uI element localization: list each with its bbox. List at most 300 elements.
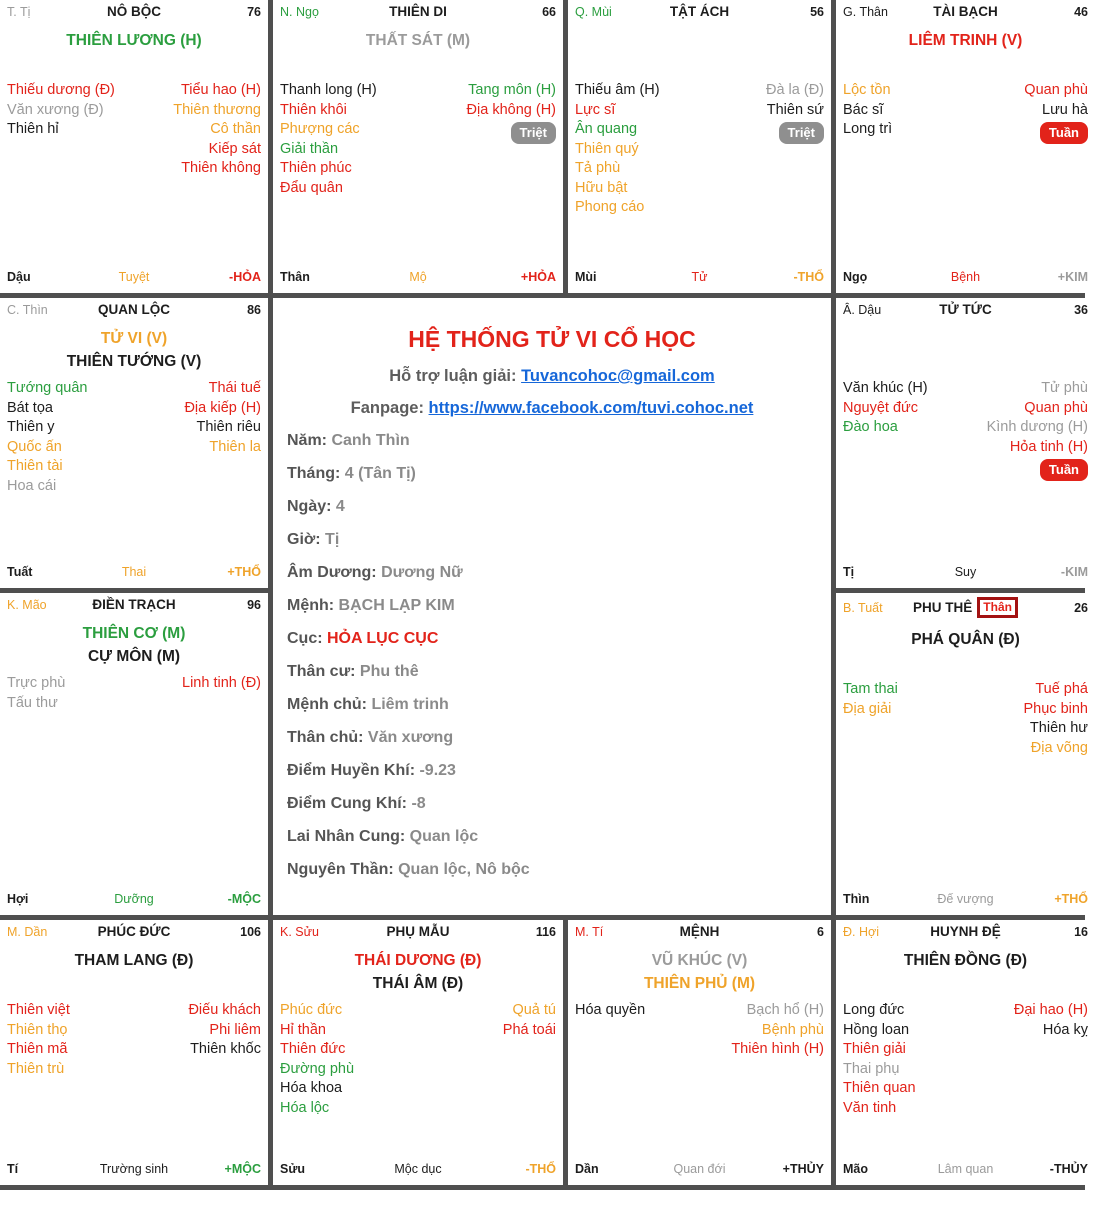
minor-star: Tả phù <box>575 160 621 176</box>
footer-stage: Quan đới <box>673 1162 726 1176</box>
minor-star: Thiên mã <box>7 1041 68 1057</box>
palace-stem: G. Thân <box>843 4 888 19</box>
info-label: Ngày: <box>287 498 336 515</box>
fanpage-label: Fanpage: <box>350 399 424 417</box>
minor-star: Văn xương (Đ) <box>7 101 104 118</box>
palace-footer <box>7 270 261 284</box>
right-star-column <box>188 1001 261 1079</box>
main-star: THIÊN PHỦ (M) <box>643 975 756 992</box>
palace-number: 76 <box>247 4 261 19</box>
minor-star: Thiếu dương (Đ) <box>7 82 115 98</box>
palace-cell-phu-mau <box>273 920 563 1185</box>
info-value: BẠCH LẠP KIM <box>338 597 455 614</box>
footer-stage: Bệnh <box>950 270 981 284</box>
minor-star: Tấu thư <box>7 694 58 711</box>
left-star-column <box>280 1001 354 1118</box>
minor-star: Quan phù <box>1024 399 1088 416</box>
info-value: Liêm trinh <box>371 696 449 713</box>
palace-stem: Â. Dậu <box>843 302 882 317</box>
main-star: THAM LANG (Đ) <box>74 952 194 969</box>
palace-name <box>670 4 729 19</box>
info-value: Quan lộc, Nô bộc <box>398 861 530 878</box>
star-columns <box>843 81 1088 144</box>
minor-star: Phi liêm <box>209 1021 261 1038</box>
main-stars <box>7 327 261 377</box>
minor-star: Đẩu quân <box>280 179 343 196</box>
right-star-column <box>503 1001 556 1118</box>
info-label: Mệnh: <box>287 597 339 614</box>
right-star-column <box>1024 81 1088 144</box>
tuan-badge: Tuần <box>1040 459 1088 481</box>
info-line <box>287 695 817 715</box>
info-label: Giờ: <box>287 531 326 548</box>
main-stars <box>843 949 1088 999</box>
footer-element: -MỘC <box>227 892 261 906</box>
star-columns <box>7 81 261 179</box>
footer-branch: Thìn <box>843 892 870 906</box>
palace-header <box>575 4 824 19</box>
footer-stage: Thai <box>121 565 147 579</box>
minor-star: Kiếp sát <box>208 140 261 157</box>
palace-cell-tat-ach <box>568 0 831 293</box>
minor-star: Bác sĩ <box>843 101 884 118</box>
minor-star: Phá toái <box>502 1021 556 1038</box>
minor-star: Thiên hỉ <box>7 121 59 137</box>
info-line <box>287 431 817 451</box>
info-line <box>287 761 817 781</box>
main-star: THÁI DƯƠNG (Đ) <box>354 952 482 969</box>
center-panel <box>273 298 831 915</box>
info-line <box>287 827 817 847</box>
main-stars <box>575 29 824 79</box>
minor-star: Quan phù <box>1024 82 1088 98</box>
palace-cell-thien-di <box>273 0 563 293</box>
main-star: PHÁ QUÂN (Đ) <box>911 631 1020 648</box>
minor-star: Thiên quý <box>575 140 639 157</box>
minor-star: Long đức <box>843 1002 905 1018</box>
palace-name-text: PHÚC ĐỨC <box>97 924 171 939</box>
left-star-column <box>7 379 88 496</box>
minor-star: Linh tinh (Đ) <box>182 675 261 691</box>
info-value: Văn xương <box>367 729 454 746</box>
minor-star: Hoa cái <box>7 477 57 494</box>
info-label: Lai Nhân Cung: <box>287 828 410 845</box>
minor-star: Phúc đức <box>280 1002 343 1018</box>
palace-cell-dien-trach <box>0 593 268 915</box>
star-columns <box>280 1001 556 1118</box>
palace-cell-no-boc <box>0 0 268 293</box>
star-columns <box>280 81 556 198</box>
palace-footer <box>7 892 261 906</box>
palace-name <box>92 597 175 612</box>
palace-header <box>843 597 1088 618</box>
palace-name <box>939 302 991 317</box>
palace-name-text: PHỤ MẪU <box>386 924 450 939</box>
palace-footer <box>7 1162 261 1176</box>
minor-star: Thiên đức <box>280 1041 346 1057</box>
minor-star: Hồng loan <box>843 1021 910 1038</box>
fanpage-line <box>287 399 817 418</box>
left-star-column <box>7 81 115 179</box>
minor-star: Đại hao (H) <box>1013 1002 1088 1018</box>
palace-header <box>7 924 261 939</box>
palace-name-text: PHU THÊ <box>913 600 973 615</box>
palace-header <box>7 597 261 612</box>
minor-star: Thiên tài <box>7 458 63 474</box>
info-line <box>287 497 817 517</box>
palace-stem: M. Tí <box>575 924 604 939</box>
info-label: Tháng: <box>287 465 345 482</box>
info-label: Mệnh chủ: <box>287 696 372 713</box>
minor-star: Tang môn (H) <box>468 82 556 98</box>
palace-number: 6 <box>817 924 824 939</box>
left-star-column <box>575 81 660 218</box>
minor-star: Lực sĩ <box>575 101 616 118</box>
minor-star: Địa kiếp (H) <box>184 399 261 416</box>
palace-header <box>843 924 1088 939</box>
main-stars <box>280 949 556 999</box>
minor-star: Thiên hư <box>1029 720 1088 736</box>
palace-cell-phuc-duc <box>0 920 268 1185</box>
minor-star: Cô thần <box>210 121 261 137</box>
minor-star: Địa võng <box>1030 739 1088 756</box>
palace-number: 26 <box>1074 600 1088 615</box>
main-star: LIÊM TRINH (V) <box>908 32 1023 49</box>
info-line <box>287 596 817 616</box>
footer-branch: Mão <box>843 1162 868 1176</box>
footer-branch: Mùi <box>575 270 597 284</box>
main-star: THIÊN ĐỒNG (Đ) <box>903 952 1028 969</box>
footer-branch: Sửu <box>280 1162 306 1176</box>
palace-number: 56 <box>810 4 824 19</box>
minor-star: Ân quang <box>575 121 638 137</box>
info-line <box>287 530 817 550</box>
palace-footer <box>843 1162 1088 1176</box>
right-star-column <box>1024 680 1089 758</box>
left-star-column <box>7 674 65 713</box>
minor-star: Địa giải <box>843 700 892 717</box>
tuan-badge: Tuần <box>1040 122 1088 144</box>
email-link[interactable]: Tuvancohoc@gmail.com <box>521 367 715 385</box>
palace-header <box>7 302 261 317</box>
minor-star: Tiểu hao (H) <box>180 82 261 98</box>
main-star: THIÊN CƠ (M) <box>82 625 186 642</box>
minor-star: Đào hoa <box>843 419 898 435</box>
minor-star: Phong cáo <box>575 199 645 215</box>
footer-branch: Tị <box>843 565 855 579</box>
main-stars <box>7 622 261 672</box>
footer-stage: Dưỡng <box>114 892 154 906</box>
palace-name-text: HUYNH ĐỆ <box>930 924 1001 939</box>
star-columns <box>575 81 824 218</box>
minor-star: Quốc ấn <box>7 438 62 455</box>
right-star-column <box>184 379 261 496</box>
minor-star: Thiên hình (H) <box>731 1041 824 1057</box>
info-label: Nguyên Thần: <box>287 861 399 878</box>
footer-stage: Tử <box>691 270 708 284</box>
star-columns <box>7 674 261 713</box>
palace-name <box>107 4 161 19</box>
info-line <box>287 629 817 649</box>
info-label: Năm: <box>287 432 332 449</box>
minor-star: Thiên quan <box>843 1080 916 1096</box>
minor-star: Hữu bật <box>575 179 628 196</box>
minor-star: Đà la (Đ) <box>765 82 824 98</box>
minor-star: Bạch hổ (H) <box>746 1002 824 1018</box>
footer-element: -HỎA <box>229 270 261 284</box>
footer-branch: Thân <box>280 270 310 284</box>
minor-star: Thiên y <box>7 419 55 435</box>
palace-footer <box>7 565 261 579</box>
palace-stem: Q. Mùi <box>575 4 612 19</box>
minor-star: Thanh long (H) <box>280 82 377 98</box>
palace-number: 36 <box>1074 302 1088 317</box>
footer-element: -THỔ <box>525 1162 556 1176</box>
footer-branch: Tí <box>7 1162 19 1176</box>
info-value: HỎA LỤC CỤC <box>327 630 439 647</box>
main-star: VŨ KHÚC (V) <box>651 952 748 969</box>
right-star-column <box>1014 1001 1088 1118</box>
footer-branch: Hợi <box>7 892 29 906</box>
palace-name-text: QUAN LỘC <box>98 302 170 317</box>
minor-star: Thiên khôi <box>280 101 347 118</box>
palace-name-text: TÀI BẠCH <box>933 4 998 19</box>
star-columns <box>843 680 1088 758</box>
palace-name-text: MỆNH <box>679 924 720 939</box>
palace-stem: B. Tuất <box>843 600 883 615</box>
minor-star: Tướng quân <box>7 380 88 396</box>
than-marker: Thân <box>977 597 1018 618</box>
minor-star: Hỏa tinh (H) <box>1009 438 1088 455</box>
star-columns <box>575 1001 824 1060</box>
info-value: 4 (Tân Tị) <box>344 465 416 482</box>
minor-star: Thiên giải <box>843 1041 906 1057</box>
left-star-column <box>280 81 377 198</box>
info-line <box>287 794 817 814</box>
palace-footer <box>575 270 824 284</box>
palace-stem: K. Mão <box>7 597 47 612</box>
footer-branch: Ngọ <box>843 270 868 284</box>
minor-star: Tam thai <box>843 681 898 697</box>
minor-star: Văn tinh <box>843 1099 897 1116</box>
minor-star: Tuế phá <box>1035 681 1088 697</box>
minor-star: Thiên không <box>181 160 261 176</box>
main-stars <box>7 29 261 79</box>
minor-star: Thiên thương <box>173 101 261 118</box>
chart-title: HỆ THỐNG TỬ VI CỔ HỌC <box>408 326 696 352</box>
right-star-column <box>987 379 1088 481</box>
info-label: Thân cư: <box>287 663 360 680</box>
minor-star: Địa không (H) <box>466 101 556 118</box>
palace-stem: C. Thìn <box>7 302 48 317</box>
main-stars <box>7 949 261 999</box>
info-line <box>287 860 817 880</box>
footer-element: +THỔ <box>1054 892 1088 906</box>
palace-number: 116 <box>535 924 556 939</box>
palace-cell-tu-tuc <box>836 298 1095 588</box>
footer-stage: Lâm quan <box>937 1162 994 1176</box>
main-stars <box>280 29 556 79</box>
palace-footer <box>843 565 1088 579</box>
palace-stem: T. Tị <box>7 4 31 19</box>
main-star: THÁI ÂM (Đ) <box>372 975 464 992</box>
palace-footer <box>280 1162 556 1176</box>
info-value: Canh Thìn <box>331 432 410 449</box>
minor-star: Hóa quyền <box>575 1002 646 1018</box>
footer-element: -KIM <box>1060 565 1088 579</box>
palace-number: 66 <box>542 4 556 19</box>
palace-cell-huynh-de <box>836 920 1095 1185</box>
left-star-column <box>843 81 892 144</box>
info-line <box>287 728 817 748</box>
palace-stem: N. Ngọ <box>280 4 319 19</box>
palace-name <box>930 924 1001 939</box>
palace-footer <box>843 892 1088 906</box>
support-label: Hỗ trợ luận giải: <box>389 367 517 385</box>
palace-cell-tai-bach <box>836 0 1095 293</box>
footer-element: +THỔ <box>227 565 261 579</box>
info-value: Quan lộc <box>409 828 479 845</box>
info-label: Điểm Huyền Khí: <box>287 762 420 779</box>
info-label: Thân chủ: <box>287 729 368 746</box>
footer-stage: Tuyệt <box>118 270 150 284</box>
minor-star: Thiên trù <box>7 1060 65 1077</box>
palace-number: 86 <box>247 302 261 317</box>
palace-name-text: TẬT ÁCH <box>669 4 730 19</box>
left-star-column <box>843 1001 916 1118</box>
minor-star: Quả tú <box>512 1002 556 1018</box>
footer-element: -THỦY <box>1049 1162 1088 1176</box>
palace-header <box>7 4 261 19</box>
minor-star: Thiên riêu <box>196 419 261 435</box>
minor-star: Thiên thọ <box>7 1021 68 1038</box>
info-value: -9.23 <box>419 762 456 779</box>
support-line <box>287 367 817 386</box>
right-star-column <box>467 81 556 198</box>
minor-star: Nguyệt đức <box>843 399 918 416</box>
palace-name <box>680 924 720 939</box>
fanpage-link[interactable]: https://www.facebook.com/tuvi.cohoc.net <box>428 399 754 417</box>
palace-name <box>387 924 450 939</box>
info-value: 4 <box>335 498 345 515</box>
minor-star: Hóa kỵ <box>1042 1021 1088 1038</box>
info-value: Tị <box>325 531 340 548</box>
star-columns <box>843 379 1088 481</box>
main-star: THẤT SÁT (M) <box>365 32 471 49</box>
footer-element: -THỔ <box>793 270 824 284</box>
star-columns <box>7 379 261 496</box>
left-star-column <box>843 680 898 758</box>
minor-star: Hỉ thần <box>280 1021 326 1038</box>
minor-star: Thái tuế <box>208 380 261 396</box>
minor-star: Tử phù <box>1041 380 1088 396</box>
info-label: Điểm Cung Khí: <box>287 795 412 812</box>
info-lines <box>287 431 817 880</box>
palace-name <box>933 4 998 19</box>
minor-star: Phục binh <box>1023 700 1088 717</box>
minor-star: Văn khúc (H) <box>843 380 928 396</box>
left-star-column <box>7 1001 70 1079</box>
minor-star: Điếu khách <box>188 1002 261 1018</box>
palace-stem: K. Sửu <box>280 924 319 939</box>
main-star: THIÊN TƯỚNG (V) <box>66 353 202 370</box>
info-line <box>287 563 817 583</box>
info-line <box>287 464 817 484</box>
minor-star: Hóa lộc <box>280 1099 330 1116</box>
palace-header <box>843 302 1088 317</box>
info-value: Dương Nữ <box>381 564 463 581</box>
palace-name <box>98 302 170 317</box>
palace-header <box>575 924 824 939</box>
palace-number: 16 <box>1074 924 1088 939</box>
right-star-column <box>173 81 261 179</box>
minor-star: Thiên phúc <box>280 160 352 176</box>
info-line <box>287 662 817 682</box>
palace-header <box>280 4 556 19</box>
palace-name <box>98 924 171 939</box>
palace-stem: M. Dần <box>7 924 48 939</box>
main-stars <box>575 949 824 999</box>
minor-star: Phượng các <box>280 121 360 137</box>
info-label: Âm Dương: <box>287 564 382 581</box>
triet-badge: Triệt <box>779 122 824 144</box>
main-stars <box>843 29 1088 79</box>
palace-stem: Đ. Hợi <box>843 924 879 939</box>
minor-star: Long trì <box>843 121 893 137</box>
footer-branch: Tuất <box>7 565 33 579</box>
minor-star: Thiên khốc <box>190 1041 261 1057</box>
minor-star: Kình dương (H) <box>986 419 1088 435</box>
info-label: Cục: <box>287 630 327 647</box>
minor-star: Thiên sứ <box>766 101 824 118</box>
footer-element: +HỎA <box>520 270 556 284</box>
palace-name <box>913 597 1018 618</box>
left-star-column <box>843 379 928 481</box>
footer-element: +MỘC <box>224 1162 261 1176</box>
minor-star: Thiên la <box>209 438 261 455</box>
minor-star: Thai phụ <box>843 1060 900 1077</box>
info-value: Phu thê <box>359 663 419 680</box>
footer-stage: Suy <box>954 565 977 579</box>
main-star: CỰ MÔN (M) <box>87 648 181 665</box>
palace-cell-quan-loc <box>0 298 268 588</box>
palace-footer <box>575 1162 824 1176</box>
minor-star: Lộc tồn <box>843 82 891 98</box>
minor-star: Lưu hà <box>1042 101 1088 118</box>
palace-number: 96 <box>247 597 261 612</box>
palace-footer <box>280 270 556 284</box>
right-star-column <box>766 81 824 218</box>
palace-name-text: THIÊN DI <box>389 4 447 19</box>
star-columns <box>7 1001 261 1079</box>
palace-name-text: ĐIỀN TRẠCH <box>92 597 176 612</box>
main-stars <box>843 628 1088 678</box>
palace-number: 46 <box>1074 4 1088 19</box>
palace-number: 106 <box>240 924 261 939</box>
minor-star: Bệnh phù <box>761 1021 824 1038</box>
minor-star: Trực phù <box>7 675 66 691</box>
footer-branch: Dậu <box>7 270 31 284</box>
footer-element: +KIM <box>1057 270 1088 284</box>
footer-stage: Mộc dục <box>394 1162 442 1176</box>
palace-header <box>843 4 1088 19</box>
palace-header <box>280 924 556 939</box>
right-star-column <box>731 1001 824 1060</box>
palace-footer <box>843 270 1088 284</box>
palace-name-text: NÔ BỘC <box>107 4 161 19</box>
minor-star: Bát tọa <box>7 399 53 416</box>
palace-name <box>389 4 447 19</box>
